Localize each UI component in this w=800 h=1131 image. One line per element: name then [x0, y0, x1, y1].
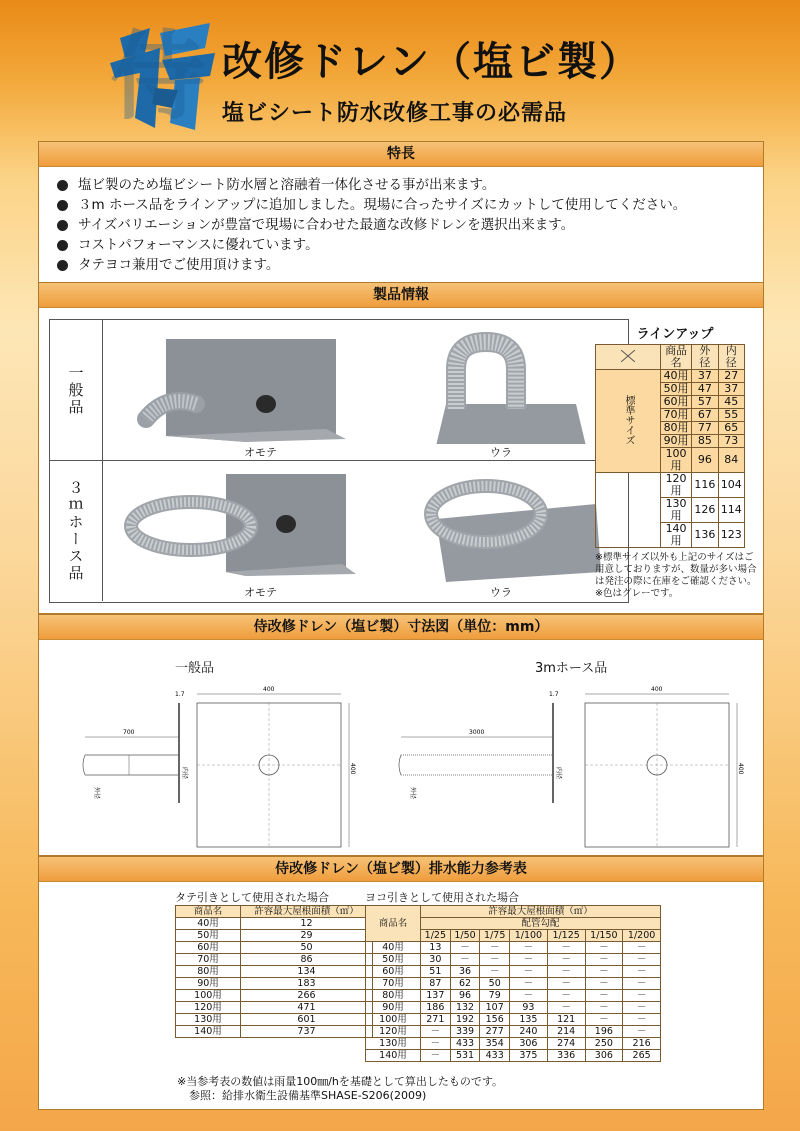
table-cell: 132 — [450, 1002, 480, 1014]
table-cell: 104 — [718, 473, 744, 498]
table-cell: 121 — [547, 1014, 585, 1026]
svg-text:外径: 外径 — [93, 787, 100, 800]
svg-text:400: 400 — [263, 686, 275, 693]
table-cell: － — [585, 978, 623, 990]
svg-text:1.7: 1.7 — [549, 691, 559, 698]
table-cell: 250 — [585, 1038, 623, 1050]
table-row — [176, 942, 373, 954]
table-cell: － — [623, 1026, 661, 1038]
table-cell: 60用 — [176, 942, 241, 954]
table-cell: 130用 — [366, 1038, 421, 1050]
table-cell: － — [585, 966, 623, 978]
header-cell: 許容最大屋根面積（㎡） — [421, 906, 661, 918]
slope-header: 1/75 — [480, 930, 510, 942]
table-cell: 274 — [547, 1038, 585, 1050]
table-cell: 135 — [510, 1014, 548, 1026]
samurai-logo — [100, 18, 220, 133]
horizontal-body — [366, 942, 661, 1062]
general-side-view — [83, 691, 189, 803]
table-cell: － — [450, 942, 480, 954]
dimension-heading: 侍改修ドレン（塩ビ製）寸法図（単位：mm） — [39, 615, 763, 640]
lineup-note-color: ※色はグレーです。 — [595, 588, 679, 599]
product-row-general — [50, 320, 628, 461]
table-row — [176, 918, 373, 930]
table-cell: － — [623, 1014, 661, 1026]
table-cell: 120用 — [176, 1002, 241, 1014]
table-cell: 80用 — [661, 422, 692, 435]
table-cell: － — [547, 966, 585, 978]
table-cell: 90用 — [661, 435, 692, 448]
table-cell: 107 — [480, 1002, 510, 1014]
svg-text:侍: 侍 — [110, 21, 206, 133]
table-row — [176, 1002, 373, 1014]
table-cell: 134 — [241, 966, 373, 978]
table-cell: 96 — [450, 990, 480, 1002]
features-heading: 特長 — [39, 142, 763, 167]
table-cell: － — [585, 990, 623, 1002]
table-cell: 67 — [692, 409, 718, 422]
feature-item: タテヨコ兼用でご使用頂けます。 — [57, 255, 763, 275]
table-cell: － — [421, 1026, 451, 1038]
drain-note: ※当参考表の数値は雨量100㎜/hを基礎として算出したものです。 — [177, 1075, 504, 1088]
table-cell: － — [547, 990, 585, 1002]
table-cell: 100用 — [176, 990, 241, 1002]
table-cell: 36 — [450, 966, 480, 978]
table-row — [176, 978, 373, 990]
table-cell: 196 — [585, 1026, 623, 1038]
table-cell: 40用 — [661, 370, 692, 383]
header-cell: 商品名 — [366, 906, 421, 942]
svg-text:400: 400 — [651, 686, 663, 693]
table-cell: 130用 — [176, 1014, 241, 1026]
bullet-icon — [57, 200, 68, 211]
table-cell: 471 — [241, 1002, 373, 1014]
svg-text:1.7: 1.7 — [175, 691, 185, 698]
table-cell: 84 — [718, 448, 744, 473]
svg-text:3000: 3000 — [469, 729, 485, 736]
dimension-drawing — [39, 675, 763, 850]
header — [0, 0, 800, 140]
table-cell: 240 — [510, 1026, 548, 1038]
table-cell: 601 — [241, 1014, 373, 1026]
hose-side-view — [399, 691, 563, 803]
table-row — [176, 930, 373, 942]
table-row — [366, 990, 661, 1002]
table-cell: 120用 — [661, 473, 692, 498]
table-cell: － — [421, 1038, 451, 1050]
bullet-icon — [57, 180, 68, 191]
table-cell: 50 — [480, 978, 510, 990]
table-cell: 100用 — [661, 448, 692, 473]
table-cell: 37 — [692, 370, 718, 383]
svg-text:外径: 外径 — [409, 787, 416, 800]
blank-cell — [596, 473, 661, 548]
table-cell: 80用 — [176, 966, 241, 978]
table-row — [366, 1038, 661, 1050]
feature-item: コストパフォーマンスに優れています。 — [57, 235, 763, 255]
slope-header: 1/125 — [547, 930, 585, 942]
header-cell: 許容最大屋根面積（㎡） — [241, 906, 373, 918]
table-cell: 375 — [510, 1050, 548, 1062]
table-row — [176, 1014, 373, 1026]
table-cell: 214 — [547, 1026, 585, 1038]
table-cell: 93 — [510, 1002, 548, 1014]
table-cell: 123 — [718, 523, 744, 548]
slope-header: 1/200 — [623, 930, 661, 942]
table-cell: － — [623, 954, 661, 966]
table-cell: 70用 — [176, 954, 241, 966]
caption-back: ウラ — [490, 586, 512, 599]
bullet-icon — [57, 260, 68, 271]
table-row — [366, 978, 661, 990]
vertical-table — [175, 905, 373, 1038]
lineup-table — [595, 344, 745, 548]
svg-text:内径: 内径 — [555, 767, 562, 780]
table-cell: － — [510, 954, 548, 966]
table-cell: 531 — [450, 1050, 480, 1062]
slope-header: 1/150 — [585, 930, 623, 942]
table-cell: 116 — [692, 473, 718, 498]
row-label: 一般品 — [50, 320, 103, 460]
table-cell: 120用 — [366, 1026, 421, 1038]
drainage-panel — [38, 856, 764, 1110]
lineup-table-block — [595, 323, 755, 600]
table-cell: 136 — [692, 523, 718, 548]
table-cell: － — [585, 942, 623, 954]
lineup-body — [596, 370, 745, 548]
table-row — [176, 966, 373, 978]
vertical-body — [176, 918, 373, 1038]
table-cell: 265 — [623, 1050, 661, 1062]
header-cell: 商品名 — [661, 345, 692, 370]
slope-header: 1/25 — [421, 930, 451, 942]
table-cell: － — [623, 966, 661, 978]
header-cell: 内径 — [718, 345, 744, 370]
svg-text:400: 400 — [349, 763, 356, 775]
table-cell: 79 — [480, 990, 510, 1002]
table-cell: 60用 — [661, 396, 692, 409]
product-row-hose — [50, 460, 628, 601]
header-cell: 配管勾配 — [421, 918, 661, 930]
table-cell: － — [510, 990, 548, 1002]
table-cell: 29 — [241, 930, 373, 942]
table-cell: － — [547, 942, 585, 954]
table-cell: － — [547, 978, 585, 990]
table-row — [176, 990, 373, 1002]
features-panel — [38, 141, 764, 283]
page-subtitle: 塩ビシート防水改修工事の必需品 — [222, 101, 568, 126]
table-cell: 140用 — [176, 1026, 241, 1038]
table-cell: 65 — [718, 422, 744, 435]
table-cell: 50用 — [366, 954, 421, 966]
table-cell: 306 — [585, 1050, 623, 1062]
table-row — [176, 954, 373, 966]
table-cell: － — [480, 966, 510, 978]
hose-product-photo — [106, 464, 626, 584]
table-cell: 45 — [718, 396, 744, 409]
caption-front: オモテ — [244, 446, 277, 459]
hose-plan-view — [585, 686, 744, 847]
table-cell: － — [623, 978, 661, 990]
table-cell: 433 — [450, 1038, 480, 1050]
table-cell: － — [480, 954, 510, 966]
table-cell: 37 — [718, 383, 744, 396]
table-row — [366, 1050, 661, 1062]
table-cell: 62 — [450, 978, 480, 990]
table-cell: － — [510, 966, 548, 978]
table-cell: 85 — [692, 435, 718, 448]
table-cell: 271 — [421, 1014, 451, 1026]
table-cell: 87 — [421, 978, 451, 990]
corner-cell — [596, 345, 661, 370]
table-cell: 354 — [480, 1038, 510, 1050]
table-cell: 70用 — [366, 978, 421, 990]
feature-item: ３m ホース品をラインアップに追加しました。現場に合ったサイズにカットして使用してください。 — [57, 195, 763, 215]
table-cell: 51 — [421, 966, 451, 978]
table-cell: 737 — [241, 1026, 373, 1038]
dimension-panel — [38, 614, 764, 856]
table-cell: 13 — [421, 942, 451, 954]
table-cell: － — [547, 1002, 585, 1014]
table-row — [366, 954, 661, 966]
bullet-icon — [57, 240, 68, 251]
header-cell: 商品名 — [176, 906, 241, 918]
table-cell: 55 — [718, 409, 744, 422]
table-cell: － — [510, 978, 548, 990]
table-cell: 140用 — [366, 1050, 421, 1062]
table-cell: － — [547, 954, 585, 966]
table-cell: 90用 — [176, 978, 241, 990]
feature-item: 塩ビ製のため塩ビシート防水層と溶融着一体化させる事が出来ます。 — [57, 175, 763, 195]
table-cell: － — [623, 1002, 661, 1014]
header-cell: 外径 — [692, 345, 718, 370]
table-row — [366, 942, 661, 954]
table-cell: 50 — [241, 942, 373, 954]
table-cell: 70用 — [661, 409, 692, 422]
table-cell: － — [623, 942, 661, 954]
table-cell: － — [421, 1050, 451, 1062]
table-cell: 80用 — [366, 990, 421, 1002]
table-cell: 86 — [241, 954, 373, 966]
table-cell: － — [585, 1014, 623, 1026]
table-cell: － — [585, 1002, 623, 1014]
vertical-caption: タテ引きとして使用された場合 — [175, 891, 329, 904]
table-row — [366, 1026, 661, 1038]
table-cell: 433 — [480, 1050, 510, 1062]
table-row — [366, 966, 661, 978]
product-heading: 製品情報 — [39, 283, 763, 308]
table-row — [596, 370, 745, 383]
table-cell: 277 — [480, 1026, 510, 1038]
table-cell: 114 — [718, 498, 744, 523]
table-cell: － — [585, 954, 623, 966]
page-title: 改修ドレン（塩ビ製） — [222, 39, 641, 85]
table-cell: 192 — [450, 1014, 480, 1026]
caption-back: ウラ — [490, 446, 512, 459]
lineup-note: ※標準サイズ以外も上記のサイズはご用意しておりますが、数量が多い場合は発注の際に在庫をご確認ください。 — [595, 552, 757, 587]
table-row — [366, 1002, 661, 1014]
table-cell: 96 — [692, 448, 718, 473]
hose-label: 3mホース品 — [535, 661, 608, 676]
table-cell: 306 — [510, 1038, 548, 1050]
table-cell: 73 — [718, 435, 744, 448]
horizontal-table — [365, 905, 661, 1062]
standard-size-label: 標準サイズ — [596, 370, 661, 473]
table-cell: 77 — [692, 422, 718, 435]
table-cell: 90用 — [366, 1002, 421, 1014]
table-cell: 27 — [718, 370, 744, 383]
lineup-title: ラインアップ — [636, 327, 714, 342]
table-cell: 100用 — [366, 1014, 421, 1026]
table-cell: 60用 — [366, 966, 421, 978]
row-label: ３ｍホース品 — [50, 460, 103, 601]
table-cell: 12 — [241, 918, 373, 930]
table-cell: 339 — [450, 1026, 480, 1038]
horizontal-caption: ヨコ引きとして使用された場合 — [365, 891, 519, 904]
product-panel — [38, 282, 764, 614]
svg-text:内径: 内径 — [181, 767, 188, 780]
table-cell: － — [623, 990, 661, 1002]
table-cell: － — [450, 954, 480, 966]
table-cell: 126 — [692, 498, 718, 523]
table-cell: 40用 — [366, 942, 421, 954]
table-cell: 336 — [547, 1050, 585, 1062]
table-cell: 130用 — [661, 498, 692, 523]
table-cell: 47 — [692, 383, 718, 396]
slope-header: 1/100 — [510, 930, 548, 942]
table-cell: 186 — [421, 1002, 451, 1014]
table-cell: 183 — [241, 978, 373, 990]
table-cell: － — [510, 942, 548, 954]
table-cell: 30 — [421, 954, 451, 966]
features-list — [57, 175, 763, 275]
table-cell: 140用 — [661, 523, 692, 548]
table-cell: 266 — [241, 990, 373, 1002]
feature-item: サイズバリエーションが豊富で現場に合わせた最適な改修ドレンを選択出来ます。 — [57, 215, 763, 235]
table-cell: 216 — [623, 1038, 661, 1050]
product-photo-table — [49, 319, 629, 603]
bullet-icon — [57, 220, 68, 231]
general-label: 一般品 — [175, 661, 215, 676]
table-cell: 137 — [421, 990, 451, 1002]
table-row — [366, 1014, 661, 1026]
table-cell: 57 — [692, 396, 718, 409]
drainage-heading: 侍改修ドレン（塩ビ製）排水能力参考表 — [39, 857, 763, 882]
slope-header: 1/50 — [450, 930, 480, 942]
drain-reference: 参照：給排水衛生設備基準SHASE-S206(2009) — [189, 1089, 427, 1102]
table-cell: 40用 — [176, 918, 241, 930]
general-product-photo — [106, 324, 626, 444]
table-cell: － — [480, 942, 510, 954]
general-plan-view — [197, 686, 356, 847]
table-cell: 50用 — [176, 930, 241, 942]
table-row — [176, 1026, 373, 1038]
table-row — [596, 473, 745, 498]
table-cell: 50用 — [661, 383, 692, 396]
caption-front: オモテ — [244, 586, 277, 599]
table-cell: 156 — [480, 1014, 510, 1026]
svg-text:400: 400 — [737, 763, 744, 775]
svg-text:700: 700 — [123, 729, 135, 736]
